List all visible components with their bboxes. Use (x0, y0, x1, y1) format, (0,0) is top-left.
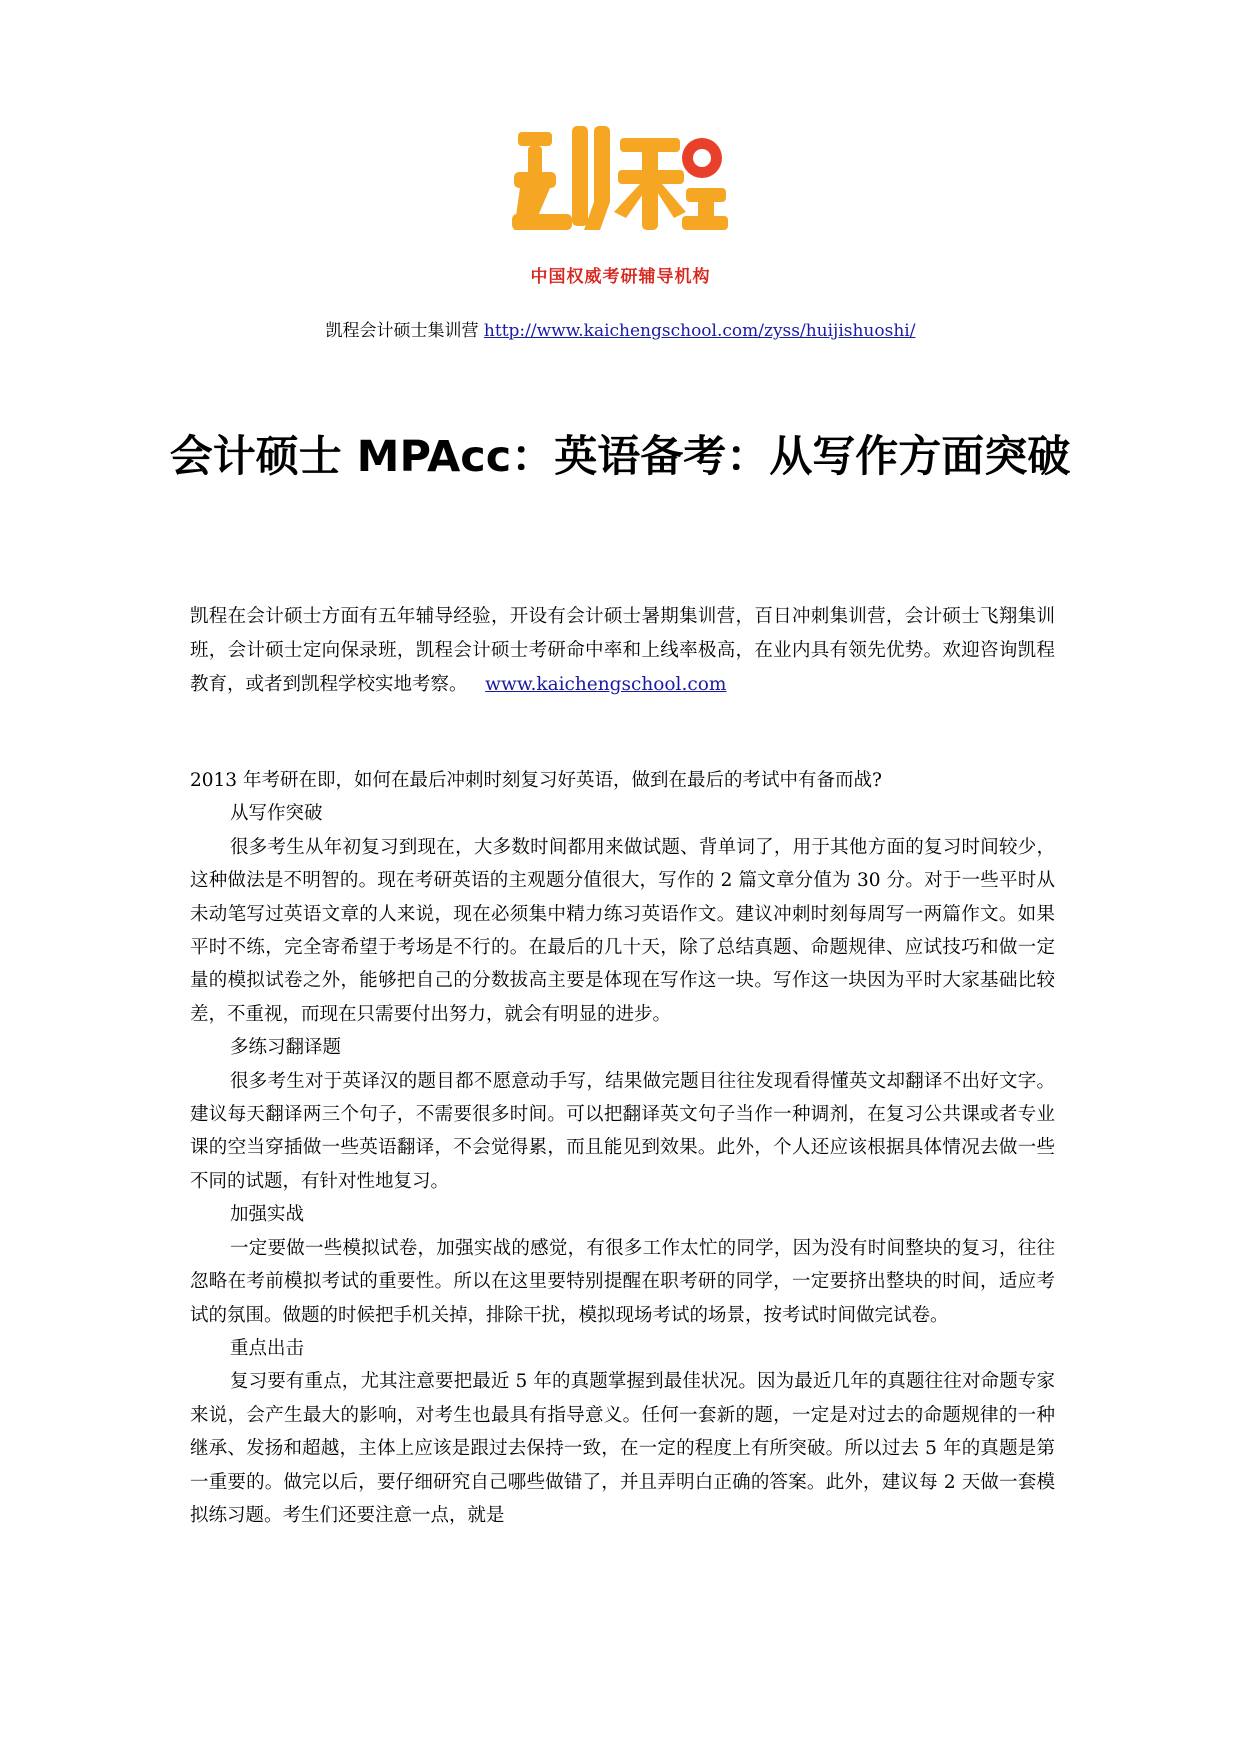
body-paragraph: 从写作突破 (230, 803, 323, 825)
intro-paragraph (190, 600, 1055, 702)
logo-graphic (510, 118, 730, 248)
article-body (190, 764, 1055, 1532)
body-paragraph: 复习要有重点，尤其注意要把最近 5 年的真题掌握到最佳状况。因为最近几年的真题往往对命题专家来说，会产生最大的影响，对考生也最具有指导意义。任何一套新的题，一定是对过去的命题规律的一种继承、发扬和超越，主体上应该是跟过去保持一致，在一定的程度上有所突破。所以过去 5 年的真题是第一重要的。做完以后，要仔细研究自己哪些做错了，并且弄明白正确的答案。此外，建议每 2 天做一套模拟练习题。考生们还要注意一点，就是 (190, 1371, 1055, 1526)
body-paragraph: 一定要做一些模拟试卷，加强实战的感觉，有很多工作太忙的同学，因为没有时间整块的复习，往往忽略在考前模拟考试的重要性。所以在这里要特别提醒在职考研的同学，一定要挤出整块的时间，适应考试的氛围。做题的时候把手机关掉，排除干扰，模拟现场考试的场景，按考试时间做完试卷。 (190, 1237, 1055, 1326)
body-paragraph: 很多考生从年初复习到现在，大多数时间都用来做试题、背单词了，用于其他方面的复习时间较少，这种做法是不明智的。现在考研英语的主观题分值很大，写作的 2 篇文章分值为 30 分。对于一些平时从未动笔写过英语文章的人来说，现在必须集中精力练习英语作文。建议冲刺时刻每周写一两篇作文。如果平时不练，完全寄希望于考场是不行的。在最后的几十天，除了总结真题、命题规律、应试技巧和做一定量的模拟试卷之外，能够把自己的分数拔高主要是体现在写作这一块。写作这一块因为平时大家基础比较差，不重视，而现在只需要付出努力，就会有明显的进步。 (190, 836, 1055, 1025)
camp-line (0, 320, 1241, 342)
body-paragraph: 重点出击 (230, 1337, 305, 1359)
tagline: 中国权威考研辅导机构 (530, 267, 711, 287)
camp-url-link[interactable]: http://www.kaichengschool.com/zyss/huijishuoshi/ (483, 321, 916, 341)
intro-link[interactable]: www.kaichengschool.com (485, 674, 727, 695)
body-paragraph: 多练习翻译题 (230, 1037, 342, 1059)
body-paragraph: 很多考生对于英译汉的题目都不愿意动手写，结果做完题目往往发现看得懂英文却翻译不出好文字。建议每天翻译两三个句子，不需要很多时间。可以把翻译英文句子当作一种调剂，在复习公共课或者专业课的空当穿插做一些英语翻译，不会觉得累，而且能见到效果。此外，个人还应该根据具体情况去做一些不同的试题，有针对性地复习。 (190, 1070, 1055, 1192)
body-paragraph: 加强实战 (230, 1204, 305, 1226)
intro-text: 凯程在会计硕士方面有五年辅导经验，开设有会计硕士暑期集训营，百日冲刺集训营，会计硕士飞翔集训班，会计硕士定向保录班，凯程会计硕士考研命中率和上线率极高，在业内具有领先优势。欢迎咨询凯程教育，或者到凯程学校实地考察。 (190, 606, 1055, 695)
article-title: 会计硕士 MPAcc：英语备考：从写作方面突破 (169, 432, 1071, 482)
kaicheng-logo (510, 118, 730, 248)
body-paragraph: 2013 年考研在即，如何在最后冲刺时刻复习好英语，做到在最后的考试中有备而战? (190, 770, 882, 791)
camp-name: 凯程会计硕士集训营 (325, 321, 479, 341)
